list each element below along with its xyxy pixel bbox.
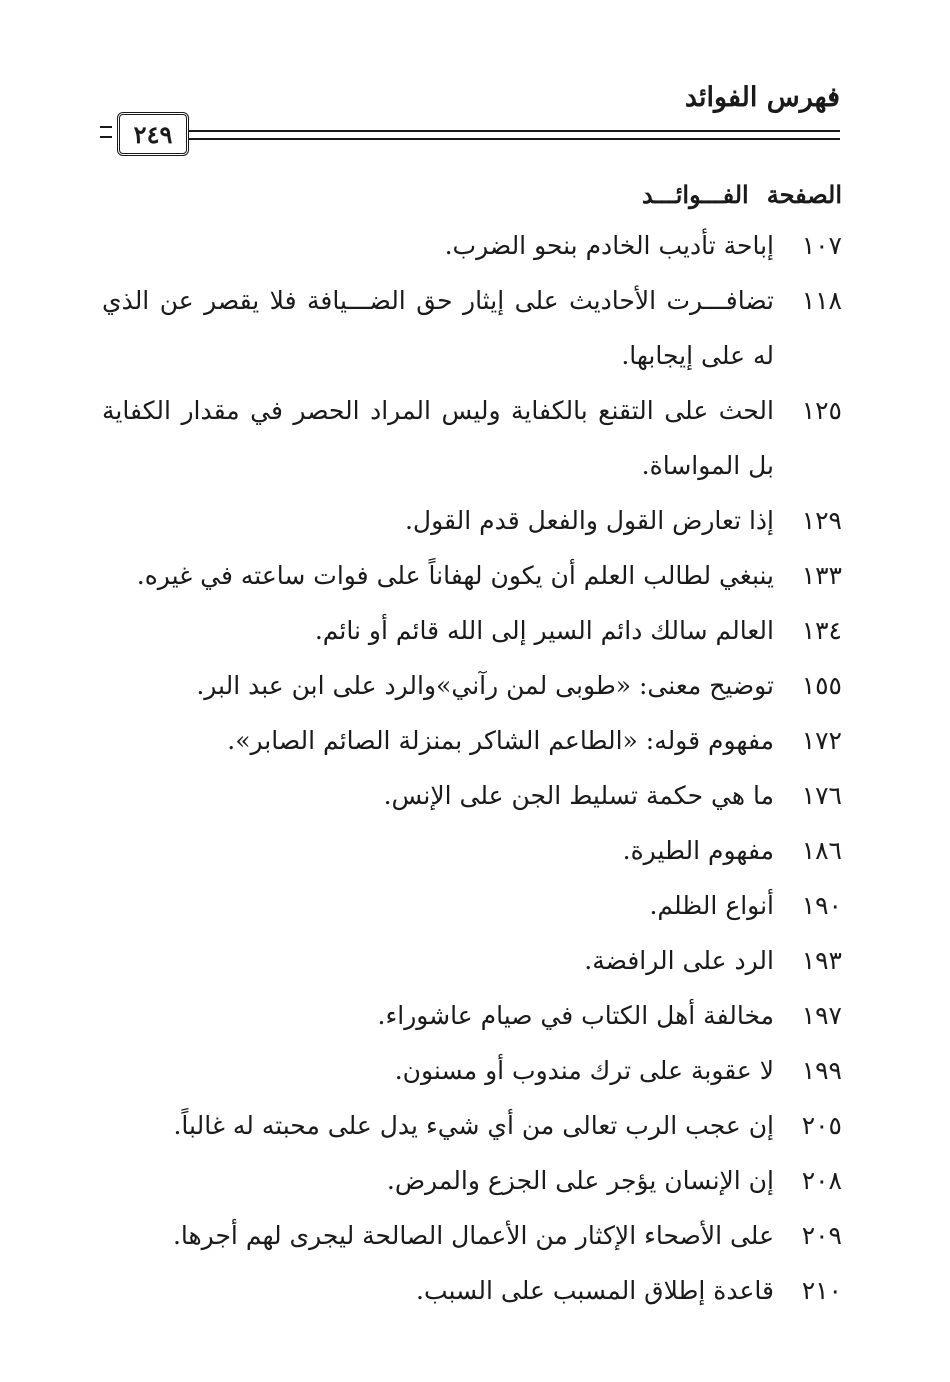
index-entry bbox=[102, 933, 842, 988]
index-entry bbox=[102, 383, 842, 493]
entry-page-number: ٢٠٥ bbox=[801, 1111, 842, 1140]
column-header bbox=[642, 180, 842, 209]
entry-text: إن الإنسان يؤجر على الجزع والمرض. bbox=[386, 1166, 774, 1195]
index-entry bbox=[102, 768, 842, 823]
entry-page-number: ١٩٧ bbox=[801, 1001, 842, 1030]
entry-page-number: ١٢٩ bbox=[801, 506, 842, 535]
index-entry bbox=[102, 548, 842, 603]
index-entry bbox=[102, 1098, 842, 1153]
entry-text: توضيح معنى: «طوبى لمن رآني»والرد على ابن عبد البر. bbox=[196, 671, 774, 700]
entry-text: إباحة تأديب الخادم بنحو الضرب. bbox=[444, 231, 774, 260]
entry-page-number: ١٩٠ bbox=[801, 891, 842, 920]
benefits-column-label: الفـــوائـــد bbox=[642, 180, 749, 209]
index-entry bbox=[102, 1208, 842, 1263]
index-entry bbox=[102, 1043, 842, 1098]
entry-page-number: ١٣٤ bbox=[801, 616, 842, 645]
entry-text: لا عقوبة على ترك مندوب أو مسنون. bbox=[394, 1056, 774, 1085]
index-entry bbox=[102, 1263, 842, 1318]
entry-page-number: ١٩٣ bbox=[801, 946, 842, 975]
entry-text: مخالفة أهل الكتاب في صيام عاشوراء. bbox=[377, 1001, 774, 1030]
index-entry bbox=[102, 493, 842, 548]
entry-text: قاعدة إطلاق المسبب على السبب. bbox=[416, 1276, 774, 1305]
entry-page-number: ٢٠٩ bbox=[801, 1221, 842, 1250]
index-entry bbox=[102, 658, 842, 713]
entry-text: إن عجب الرب تعالى من أي شيء يدل على محبته له غالباً. bbox=[173, 1111, 774, 1140]
page-column-label: الصفحة bbox=[766, 180, 842, 209]
entry-text: مفهوم قوله: «الطاعم الشاكر بمنزلة الصائم الصابر». bbox=[227, 726, 774, 755]
index-entry bbox=[102, 273, 842, 383]
entry-text: على الأصحاء الإكثار من الأعمال الصالحة ليجرى لهم أجرها. bbox=[172, 1221, 774, 1250]
header-rule bbox=[188, 130, 840, 140]
entry-page-number: ١٧٦ bbox=[801, 781, 842, 810]
entry-page-number: ١٢٥ bbox=[801, 396, 842, 425]
header-rule-end bbox=[100, 126, 112, 138]
index-entry bbox=[102, 218, 842, 273]
entry-text: العالم سالك دائم السير إلى الله قائم أو نائم. bbox=[314, 616, 774, 645]
index-entry bbox=[102, 1153, 842, 1208]
entry-text: مفهوم الطيرة. bbox=[622, 836, 774, 865]
entry-page-number: ٢١٠ bbox=[801, 1276, 842, 1305]
index-entry bbox=[102, 823, 842, 878]
entry-text: الرد على الرافضة. bbox=[584, 946, 774, 975]
page-number: ٢٤٩ bbox=[117, 112, 189, 156]
entry-text: ينبغي لطالب العلم أن يكون لهفاناً على فوات ساعته في غيره. bbox=[136, 561, 774, 590]
entry-page-number: ١٠٧ bbox=[801, 231, 842, 260]
index-entry bbox=[102, 713, 842, 768]
entry-page-number: ١٩٩ bbox=[801, 1056, 842, 1085]
index-entry bbox=[102, 988, 842, 1043]
entry-page-number: ١٨٦ bbox=[801, 836, 842, 865]
entry-text: أنواع الظلم. bbox=[649, 891, 774, 920]
entry-page-number: ١٥٥ bbox=[801, 671, 842, 700]
entry-text: إذا تعارض القول والفعل قدم القول. bbox=[404, 506, 774, 535]
entry-page-number: ١٣٣ bbox=[801, 561, 842, 590]
index-entry bbox=[102, 603, 842, 658]
entry-page-number: ٢٠٨ bbox=[801, 1166, 842, 1195]
running-title: فهرس الفوائد bbox=[684, 82, 840, 113]
entry-text: الحث على التقنع بالكفاية وليس المراد الحصر في مقدار الكفاية بل المواساة. bbox=[102, 396, 774, 480]
entry-page-number: ١٧٢ bbox=[801, 726, 842, 755]
index-entries bbox=[102, 218, 842, 1318]
entry-text: تضافـــرت الأحاديث على إيثار حق الضـــيافة فلا يقصر عن الذي له على إيجابها. bbox=[102, 286, 774, 370]
entry-page-number: ١١٨ bbox=[801, 286, 842, 315]
entry-text: ما هي حكمة تسليط الجن على الإنس. bbox=[383, 781, 774, 810]
index-entry bbox=[102, 878, 842, 933]
